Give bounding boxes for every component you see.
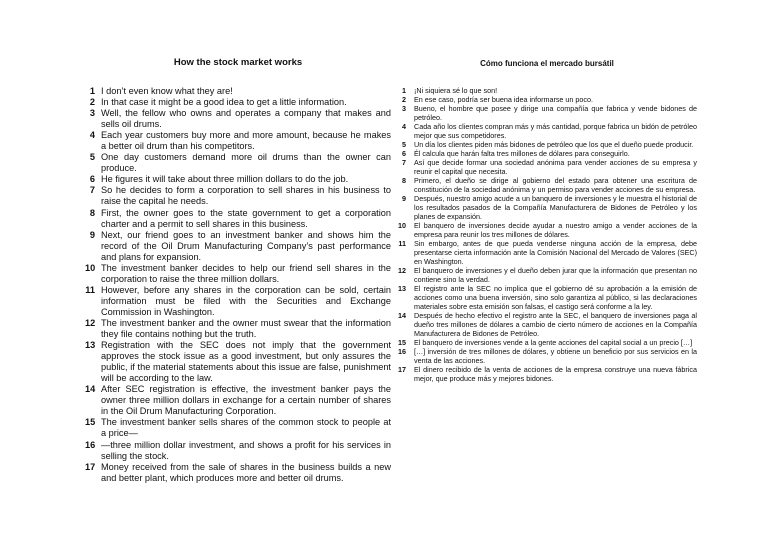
line-text: Cada año los clientes compran más y más cantidad, porque fabrica un bidón de petróleo mejor que sus competidores. <box>414 122 697 140</box>
spanish-title: Cómo funciona el mercado bursátil <box>480 59 614 68</box>
line-number: 9 <box>89 229 95 240</box>
line-text: The investment banker and the owner must swear that the information they file contains nothing but the truth. <box>101 317 391 340</box>
line-text: Después, nuestro amigo acude a un banquero de inversiones y le muestra el historial de los resultados pasados de la Compañía Manufacturera de Bidones de Petróleo y los planes de expansión. <box>414 194 697 221</box>
line-number: 15 <box>85 417 96 428</box>
line-number: 3 <box>402 104 406 113</box>
line-text: ¡Ni siquiera sé lo que son! <box>414 86 498 95</box>
line-number: 13 <box>85 340 96 351</box>
right-line-item <box>397 221 697 239</box>
left-line-item <box>85 417 391 439</box>
line-text: I don’t even know what they are! <box>101 86 233 96</box>
line-text: El registro ante la SEC no implica que el gobierno dé su aprobación a la emisión de acciones como una buena inversión, sino solo garantiza al público, si las declaraciones materiales sobre esta emisión son falsas, el castigo será conforme a la ley. <box>414 284 697 311</box>
left-line-item <box>85 318 391 340</box>
line-number: 5 <box>402 140 406 149</box>
right-line-item <box>397 104 697 122</box>
line-text: So he decides to form a corporation to sell shares in his business to raise the capital he needs. <box>101 185 391 207</box>
line-number: 1 <box>402 86 406 95</box>
right-line-item <box>397 158 697 176</box>
right-line-item <box>397 176 697 194</box>
line-number: 2 <box>89 97 95 108</box>
line-number: 7 <box>402 158 406 167</box>
line-number: 5 <box>89 152 95 163</box>
right-line-item <box>397 338 697 347</box>
line-number: 4 <box>89 130 95 141</box>
line-number: 17 <box>398 365 406 374</box>
line-number: 17 <box>85 461 96 472</box>
line-text: Un día los clientes piden más bidones de petróleo que los que el dueño puede producir. <box>414 140 694 149</box>
line-number: 7 <box>89 185 95 196</box>
right-line-item <box>397 140 697 149</box>
right-line-item <box>397 284 697 311</box>
line-number: 6 <box>402 149 406 158</box>
line-text: He figures it will take about three million dollars to do the job. <box>101 174 349 185</box>
line-number: 11 <box>398 239 406 248</box>
line-number: 1 <box>89 86 95 96</box>
line-text: After SEC registration is effective, the investment banker pays the owner three million dollars in exchange for a certain number of shares in the Oil Drum Manufacturing Corporation. <box>101 384 391 417</box>
right-line-item <box>397 86 697 95</box>
line-number: 14 <box>398 311 406 320</box>
line-text: Well, the fellow who owns and operates a company that makes and sells oil drums. <box>101 108 391 130</box>
line-text: En ese caso, podría ser buena idea informarse un poco. <box>414 95 593 104</box>
line-text: […] inversión de tres millones de dólares, y obtiene un beneficio por sus servicios en la venta de las acciones. <box>414 347 697 365</box>
english-title: How the stock market works <box>173 57 303 68</box>
right-line-item <box>397 347 697 365</box>
line-text: Después de hecho efectivo el registro ante la SEC, el banquero de inversiones paga al dueño tres millones de dólares a cambio de cierto número de acciones en la Compañía Manufacturera de Bidones de Petróleo. <box>414 311 697 338</box>
line-text: Sin embargo, antes de que pueda venderse ninguna acción de la empresa, debe presentarse cierta información ante la Comisión Nacional del Mercado de Valores (SEC) en Washington. <box>414 239 697 266</box>
line-text: One day customers demand more oil drums than the owner can produce. <box>101 152 391 174</box>
line-text: First, the owner goes to the state government to get a corporation charter and a permit to sell shares in this business. <box>101 207 391 229</box>
line-text: Él calcula que harán falta tres millones de dólares para conseguirlo. <box>414 149 630 158</box>
left-line-item <box>85 230 391 263</box>
line-text: In that case it might be a good idea to get a little information. <box>101 97 347 108</box>
line-number: 13 <box>398 284 406 293</box>
left-line-item <box>85 462 391 484</box>
left-line-item <box>85 86 391 97</box>
line-number: 16 <box>85 439 96 450</box>
line-text: Each year customers buy more and more amount, because he makes a better oil drum than his competitors. <box>101 130 391 152</box>
line-text: El dinero recibido de la venta de acciones de la empresa construye una nueva fábrica mejor, que produce más y mejores bidones. <box>414 365 697 383</box>
right-line-item <box>397 149 697 158</box>
line-text: El banquero de inversiones y el dueño deben jurar que la información que presentan no contiene sino la verdad. <box>414 266 697 284</box>
line-text: El banquero de inversiones vende a la gente acciones del capital social a un precio […] <box>414 338 693 347</box>
line-text: El banquero de inversiones decide ayudar a nuestro amigo a vender acciones de la empresa para reunir los tres millones de dólares. <box>414 221 697 239</box>
line-text: The investment banker decides to help our friend sell shares in the corporation to raise the three million dollars. <box>101 262 391 284</box>
line-number: 10 <box>398 221 406 230</box>
line-text: The investment banker sells shares of the common stock to people at a price— <box>101 417 391 439</box>
line-number: 8 <box>402 176 406 185</box>
left-line-item <box>85 174 391 185</box>
line-number: 2 <box>402 95 406 104</box>
line-text: However, before any shares in the corporation can be sold, certain information must be filed with the Securities and Exchange Commission in Washington. <box>101 284 391 317</box>
line-number: 8 <box>89 207 95 218</box>
left-line-item <box>85 130 391 152</box>
line-number: 15 <box>398 338 406 347</box>
line-text: —three million dollar investment, and shows a profit for his services in selling the stock. <box>101 439 391 461</box>
line-number: 3 <box>89 108 95 119</box>
line-number: 14 <box>85 384 96 395</box>
left-line-item <box>85 185 391 207</box>
english-lines <box>85 86 391 484</box>
line-number: 4 <box>402 122 406 131</box>
right-line-item <box>397 122 697 140</box>
left-line-item <box>85 263 391 285</box>
spanish-lines <box>397 86 697 383</box>
line-text: Bueno, el hombre que posee y dirige una compañía que fabrica y vende bidones de petróleo. <box>414 104 697 122</box>
right-line-item <box>397 365 697 383</box>
line-text: Money received from the sale of shares in the business builds a new and better plant, which produces more and better oil drums. <box>101 461 391 483</box>
left-line-item <box>85 108 391 130</box>
line-text: Primero, el dueño se dirige al gobierno del estado para obtener una escritura de constitución de la sociedad anónima y un permiso para vender acciones de su empresa. <box>414 176 697 194</box>
left-line-item <box>85 152 391 174</box>
line-number: 10 <box>85 262 96 273</box>
left-line-item <box>85 285 391 318</box>
line-text: Next, our friend goes to an investment banker and shows him the record of the Oil Drum Manufacturing Company’s past performance and plans for expansion. <box>101 229 391 262</box>
line-number: 12 <box>85 317 96 328</box>
line-text: Así que decide formar una sociedad anónima para vender acciones de su empresa y reunir el capital que necesita. <box>414 158 697 176</box>
left-line-item <box>85 97 391 108</box>
line-text: Registration with the SEC does not imply that the government approves the stock issue as a good investment, but only assures the public, if the material statements about this issue are false, punishment will be according to the law. <box>101 340 391 384</box>
left-line-item <box>85 340 391 384</box>
right-line-item <box>397 239 697 266</box>
left-line-item <box>85 208 391 230</box>
line-number: 16 <box>398 347 406 356</box>
right-line-item <box>397 194 697 221</box>
left-line-item <box>85 440 391 462</box>
right-line-item <box>397 311 697 338</box>
line-number: 6 <box>89 174 95 185</box>
line-number: 11 <box>85 284 95 295</box>
right-line-item <box>397 95 697 104</box>
line-number: 9 <box>402 194 406 203</box>
left-line-item <box>85 384 391 417</box>
line-number: 12 <box>398 266 406 275</box>
right-line-item <box>397 266 697 284</box>
